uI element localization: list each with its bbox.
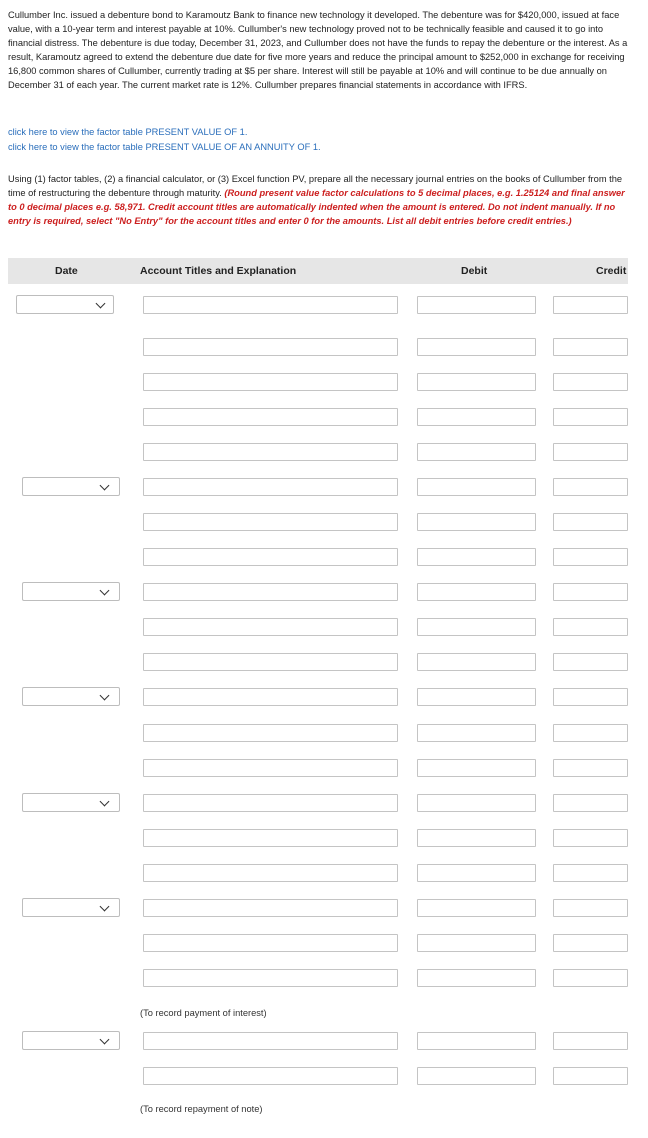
debit-input[interactable]: [417, 794, 536, 812]
account-title-input[interactable]: [143, 864, 398, 882]
debit-input[interactable]: [417, 443, 536, 461]
link-pv-of-1[interactable]: click here to view the factor table PRESENT VALUE OF 1.: [8, 127, 248, 137]
header-account: Account Titles and Explanation: [140, 265, 297, 277]
date-select[interactable]: [16, 295, 114, 314]
account-title-input[interactable]: [143, 653, 398, 671]
credit-input[interactable]: [553, 296, 628, 314]
chevron-down-icon: [100, 481, 110, 491]
credit-input[interactable]: [553, 794, 628, 812]
credit-input[interactable]: [553, 653, 628, 671]
account-title-input[interactable]: [143, 583, 398, 601]
chevron-down-icon: [100, 1035, 110, 1045]
account-title-input[interactable]: [143, 478, 398, 496]
chevron-down-icon: [100, 691, 110, 701]
account-title-input[interactable]: [143, 548, 398, 566]
credit-input[interactable]: [553, 513, 628, 531]
debit-input[interactable]: [417, 373, 536, 391]
debit-input[interactable]: [417, 969, 536, 987]
account-title-input[interactable]: [143, 1067, 398, 1085]
debit-input[interactable]: [417, 759, 536, 777]
problem-statement: Cullumber Inc. issued a debenture bond to Karamoutz Bank to finance new technology it developed. The debenture was for $420,000, issued at face value, with a 10-year term and interest payable at 10%. Cullumber's new technology proved not to be technically feasible and caused it to go into financial distress. The debenture is due today, December 31, 2023, and Cullumber does not have the funds to repay the debenture or the interest. As a result, Karamoutz agreed to extend the debenture due date for five more years and reduce the principal amount to $252,000 in exchange for receiving 16,800 common shares of Cullumber, currently trading at $5 per share. Interest will still be payable at 10% and will continue to be due annually on December 31 of each year. The current market rate is 12%. Cullumber prepares financial statements in accordance with IFRS.: [8, 10, 628, 90]
credit-input[interactable]: [553, 1067, 628, 1085]
account-title-input[interactable]: [143, 618, 398, 636]
date-select[interactable]: [22, 793, 120, 812]
account-title-input[interactable]: [143, 1032, 398, 1050]
date-select[interactable]: [22, 687, 120, 706]
debit-input[interactable]: [417, 296, 536, 314]
credit-input[interactable]: [553, 618, 628, 636]
account-title-input[interactable]: [143, 759, 398, 777]
header-credit: Credit: [596, 265, 627, 277]
debit-input[interactable]: [417, 724, 536, 742]
credit-input[interactable]: [553, 899, 628, 917]
account-title-input[interactable]: [143, 934, 398, 952]
debit-input[interactable]: [417, 829, 536, 847]
credit-input[interactable]: [553, 338, 628, 356]
debit-input[interactable]: [417, 478, 536, 496]
instructions: [8, 173, 636, 229]
link-pv-annuity[interactable]: click here to view the factor table PRESENT VALUE OF AN ANNUITY OF 1.: [8, 142, 321, 152]
account-title-input[interactable]: [143, 408, 398, 426]
chevron-down-icon: [100, 586, 110, 596]
debit-input[interactable]: [417, 408, 536, 426]
account-title-input[interactable]: [143, 373, 398, 391]
table-header: [8, 258, 628, 284]
account-title-input[interactable]: [143, 296, 398, 314]
debit-input[interactable]: [417, 338, 536, 356]
debit-input[interactable]: [417, 583, 536, 601]
account-title-input[interactable]: [143, 513, 398, 531]
date-select[interactable]: [22, 477, 120, 496]
date-select[interactable]: [22, 582, 120, 601]
credit-input[interactable]: [553, 724, 628, 742]
debit-input[interactable]: [417, 934, 536, 952]
account-title-input[interactable]: [143, 443, 398, 461]
credit-input[interactable]: [553, 583, 628, 601]
account-title-input[interactable]: [143, 338, 398, 356]
date-select[interactable]: [22, 1031, 120, 1050]
chevron-down-icon: [100, 902, 110, 912]
debit-input[interactable]: [417, 513, 536, 531]
header-debit: Debit: [461, 265, 488, 277]
instructions-lead: Using (1) factor tables, (2) a financial calculator, or (3) Excel function PV, prepare all the necessary journal entries on the books of Cullumber from the time of restructuring the debenture through maturity.: [8, 174, 623, 198]
debit-input[interactable]: [417, 1067, 536, 1085]
debit-input[interactable]: [417, 864, 536, 882]
note-repayment: (To record repayment of note): [140, 1104, 263, 1114]
header-date: Date: [55, 265, 78, 277]
account-title-input[interactable]: [143, 969, 398, 987]
account-title-input[interactable]: [143, 724, 398, 742]
account-title-input[interactable]: [143, 794, 398, 812]
account-title-input[interactable]: [143, 688, 398, 706]
debit-input[interactable]: [417, 899, 536, 917]
chevron-down-icon: [100, 797, 110, 807]
credit-input[interactable]: [553, 969, 628, 987]
date-select[interactable]: [22, 898, 120, 917]
account-title-input[interactable]: [143, 899, 398, 917]
credit-input[interactable]: [553, 443, 628, 461]
debit-input[interactable]: [417, 653, 536, 671]
chevron-down-icon: [96, 299, 106, 309]
note-interest-payment: (To record payment of interest): [140, 1008, 267, 1018]
credit-input[interactable]: [553, 478, 628, 496]
instructions-rounding-note: (Round present value factor calculations to 5 decimal places, e.g. 1.25124 and final answer to 0 decimal places e.g. 58,971. Credit account titles are automatically indented when the amount is entered. Do not indent manually. If no entry is required, select "No Entry" for the account titles and enter 0 for the amounts. List all debit entries before credit entries.): [8, 187, 625, 226]
account-title-input[interactable]: [143, 829, 398, 847]
credit-input[interactable]: [553, 829, 628, 847]
debit-input[interactable]: [417, 548, 536, 566]
debit-input[interactable]: [417, 1032, 536, 1050]
credit-input[interactable]: [553, 1032, 628, 1050]
credit-input[interactable]: [553, 408, 628, 426]
debit-input[interactable]: [417, 688, 536, 706]
credit-input[interactable]: [553, 864, 628, 882]
credit-input[interactable]: [553, 759, 628, 777]
credit-input[interactable]: [553, 934, 628, 952]
debit-input[interactable]: [417, 618, 536, 636]
credit-input[interactable]: [553, 688, 628, 706]
credit-input[interactable]: [553, 548, 628, 566]
credit-input[interactable]: [553, 373, 628, 391]
